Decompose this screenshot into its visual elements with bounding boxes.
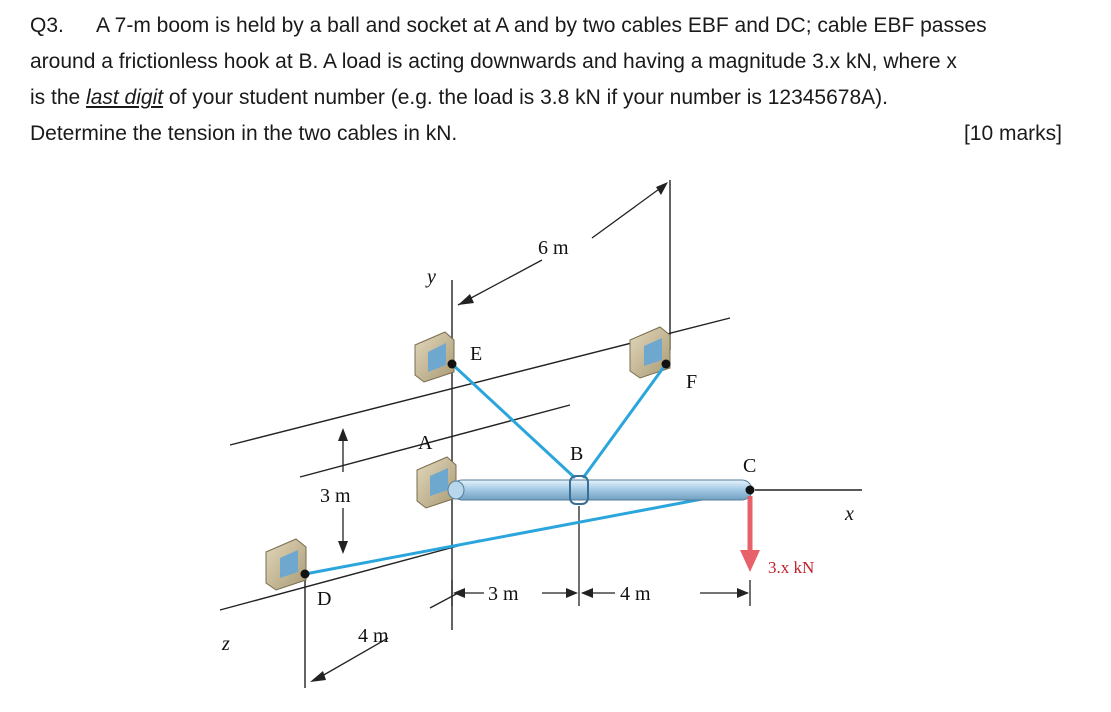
cable-dc [305,490,750,574]
arrowhead-6m-right [656,182,668,195]
dim-4m-label: 4 m [358,625,389,647]
bracket-a [417,457,456,508]
cable-eb [452,364,575,478]
bracket-f [630,327,670,378]
dim-slant-a [430,592,460,608]
dim-3m-label: 3 m [320,485,351,507]
arrowhead-ab-right [566,588,578,598]
dimension-arrowheads [310,182,749,682]
cable-bf [583,364,666,478]
point-d [301,570,310,579]
arrowhead-bc-left [581,588,593,598]
question-text [30,8,1090,152]
question-line-1: Q3. A 7-m boom is held by a ball and socket at A and by two cables EBF and DC; cable EBF passes [30,8,1090,44]
arrowhead-4m [310,671,326,682]
boom [448,476,752,504]
point-e [448,360,457,369]
cables [305,364,750,574]
question-line-4: Determine the tension in the two cables in kN. [10 marks] [30,116,1090,152]
question-number: Q3. [30,14,64,37]
bracket-d [266,539,306,590]
label-b: B [570,443,584,465]
boom-cable-diagram [190,160,890,700]
marks-label: [10 marks] [963,122,1062,145]
question-line-3: is the last digit of your student number (e.g. the load is 3.8 kN if your number is 12345678A). [30,86,888,109]
point-f [662,360,671,369]
dim-ab-label: 3 m [488,583,519,605]
dimension-lines [315,184,750,680]
floor-line [220,540,480,610]
arrowhead-3m-top [338,428,348,441]
dim-bc-label: 4 m [620,583,651,605]
bracket-e [415,332,454,382]
question-line-2: around a frictionless hook at B. A load is acting downwards and having a magnitude 3.x kN, where x [30,50,957,73]
boom-ball-a [448,481,464,499]
label-f: F [686,371,698,393]
last-digit-emphasis: last digit [86,86,164,109]
y-axis-label: y [427,266,436,288]
arrowhead-ab-left [453,588,465,598]
z-axis-label: z [222,633,230,655]
label-e: E [470,343,483,365]
arrowhead-3m-bottom [338,541,348,554]
arrowhead-bc-right [737,588,749,598]
point-c [746,486,755,495]
label-c: C [743,455,757,477]
label-a: A [418,432,433,454]
dim-6m-label: 6 m [538,237,569,259]
dim-6m-right [592,184,666,238]
load-arrow [740,496,760,572]
x-axis-label: x [845,503,854,525]
load-label: 3.x kN [768,558,815,577]
label-d: D [317,588,332,610]
arrowhead-6m-left [458,294,474,305]
boom-body [452,480,752,500]
